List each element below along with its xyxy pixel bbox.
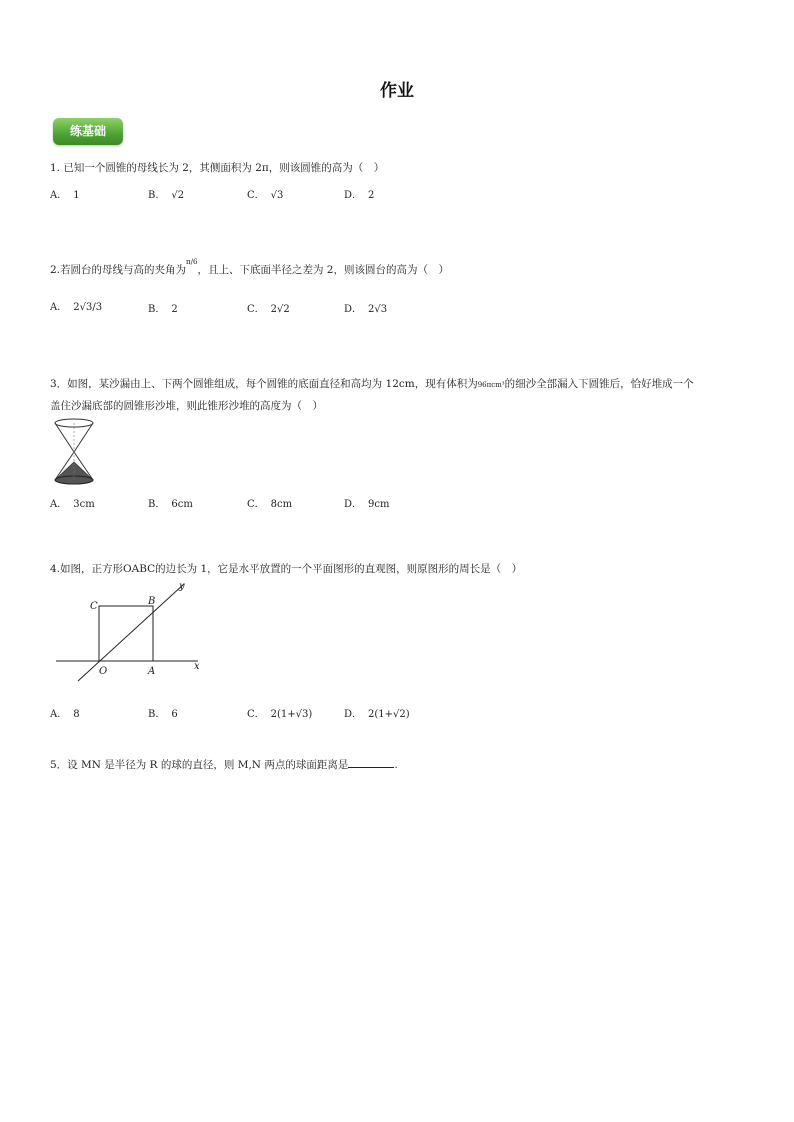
q1-option-b[interactable]: B． √2 xyxy=(148,190,185,201)
question-5-stem: 5．设 MN 是半径为 R 的球的直径，则 M,N 两点的球面距离是 . xyxy=(50,759,398,771)
q2-option-c[interactable]: C． 2√2 xyxy=(247,304,290,315)
question-3-stem-line2: 盖住沙漏底部的圆锥形沙堆，则此锥形沙堆的高度为（ ） xyxy=(50,400,323,412)
question-4-stem: 4.如图，正方形OABC的边长为 1，它是水平放置的一个平面图形的直观图，则原图形的周长是（ ） xyxy=(50,563,523,575)
question-1-stem: 1. 已知一个圆锥的母线长为 2，其侧面积为 2π，则该圆锥的高为（ ） xyxy=(50,162,385,174)
q1-option-c[interactable]: C． √3 xyxy=(247,190,284,201)
square-oabc xyxy=(99,606,153,661)
q3-option-d[interactable]: D． 9cm xyxy=(344,499,390,510)
q2-option-d[interactable]: D． 2√3 xyxy=(344,304,388,315)
answer-blank[interactable] xyxy=(348,757,394,768)
label-c: C xyxy=(90,601,98,612)
label-a: A xyxy=(148,666,156,677)
volume-value: 96πcm³ xyxy=(477,381,505,389)
q4-option-c[interactable]: C． 2(1+√3) xyxy=(247,709,313,720)
question-3-stem-line1: 3．如图，某沙漏由上、下两个圆锥组成，每个圆锥的底面直径和高均为 12cm，现有体积为96πcm³的细沙全部漏入下圆锥后，恰好堆成一个 xyxy=(50,378,694,390)
label-b: B xyxy=(148,596,156,607)
label-x: x xyxy=(194,661,200,672)
label-o: O xyxy=(99,666,108,677)
q1-option-d[interactable]: D． 2 xyxy=(344,190,375,201)
q1-option-a[interactable]: A． 1 xyxy=(50,190,80,201)
q4-option-a[interactable]: A． 8 xyxy=(50,709,80,720)
square-oabc-figure xyxy=(52,578,212,682)
label-y: y xyxy=(179,581,185,592)
question-2-stem: 2.若圆台的母线与高的夹角为$^{\pi/6}$，且上、下底面半径之差为 2，则该圆台的高为（ ） xyxy=(50,258,449,276)
q4-option-d[interactable]: D． 2(1+√2) xyxy=(344,709,410,720)
q3-option-b[interactable]: B． 6cm xyxy=(148,499,193,510)
q2-option-a[interactable]: A． 2√3/3 xyxy=(50,302,103,313)
q2-option-b[interactable]: B． 2 xyxy=(148,304,178,315)
q3-option-c[interactable]: C． 8cm xyxy=(247,499,293,510)
q4-option-b[interactable]: B． 6 xyxy=(148,709,178,720)
q3-option-a[interactable]: A． 3cm xyxy=(50,499,95,510)
hourglass-figure xyxy=(52,418,96,486)
angle-fraction: π/6 xyxy=(186,258,198,266)
section-badge: 练基础 xyxy=(53,118,123,145)
y-axis xyxy=(78,584,184,681)
page-title: 作业 xyxy=(380,81,414,101)
